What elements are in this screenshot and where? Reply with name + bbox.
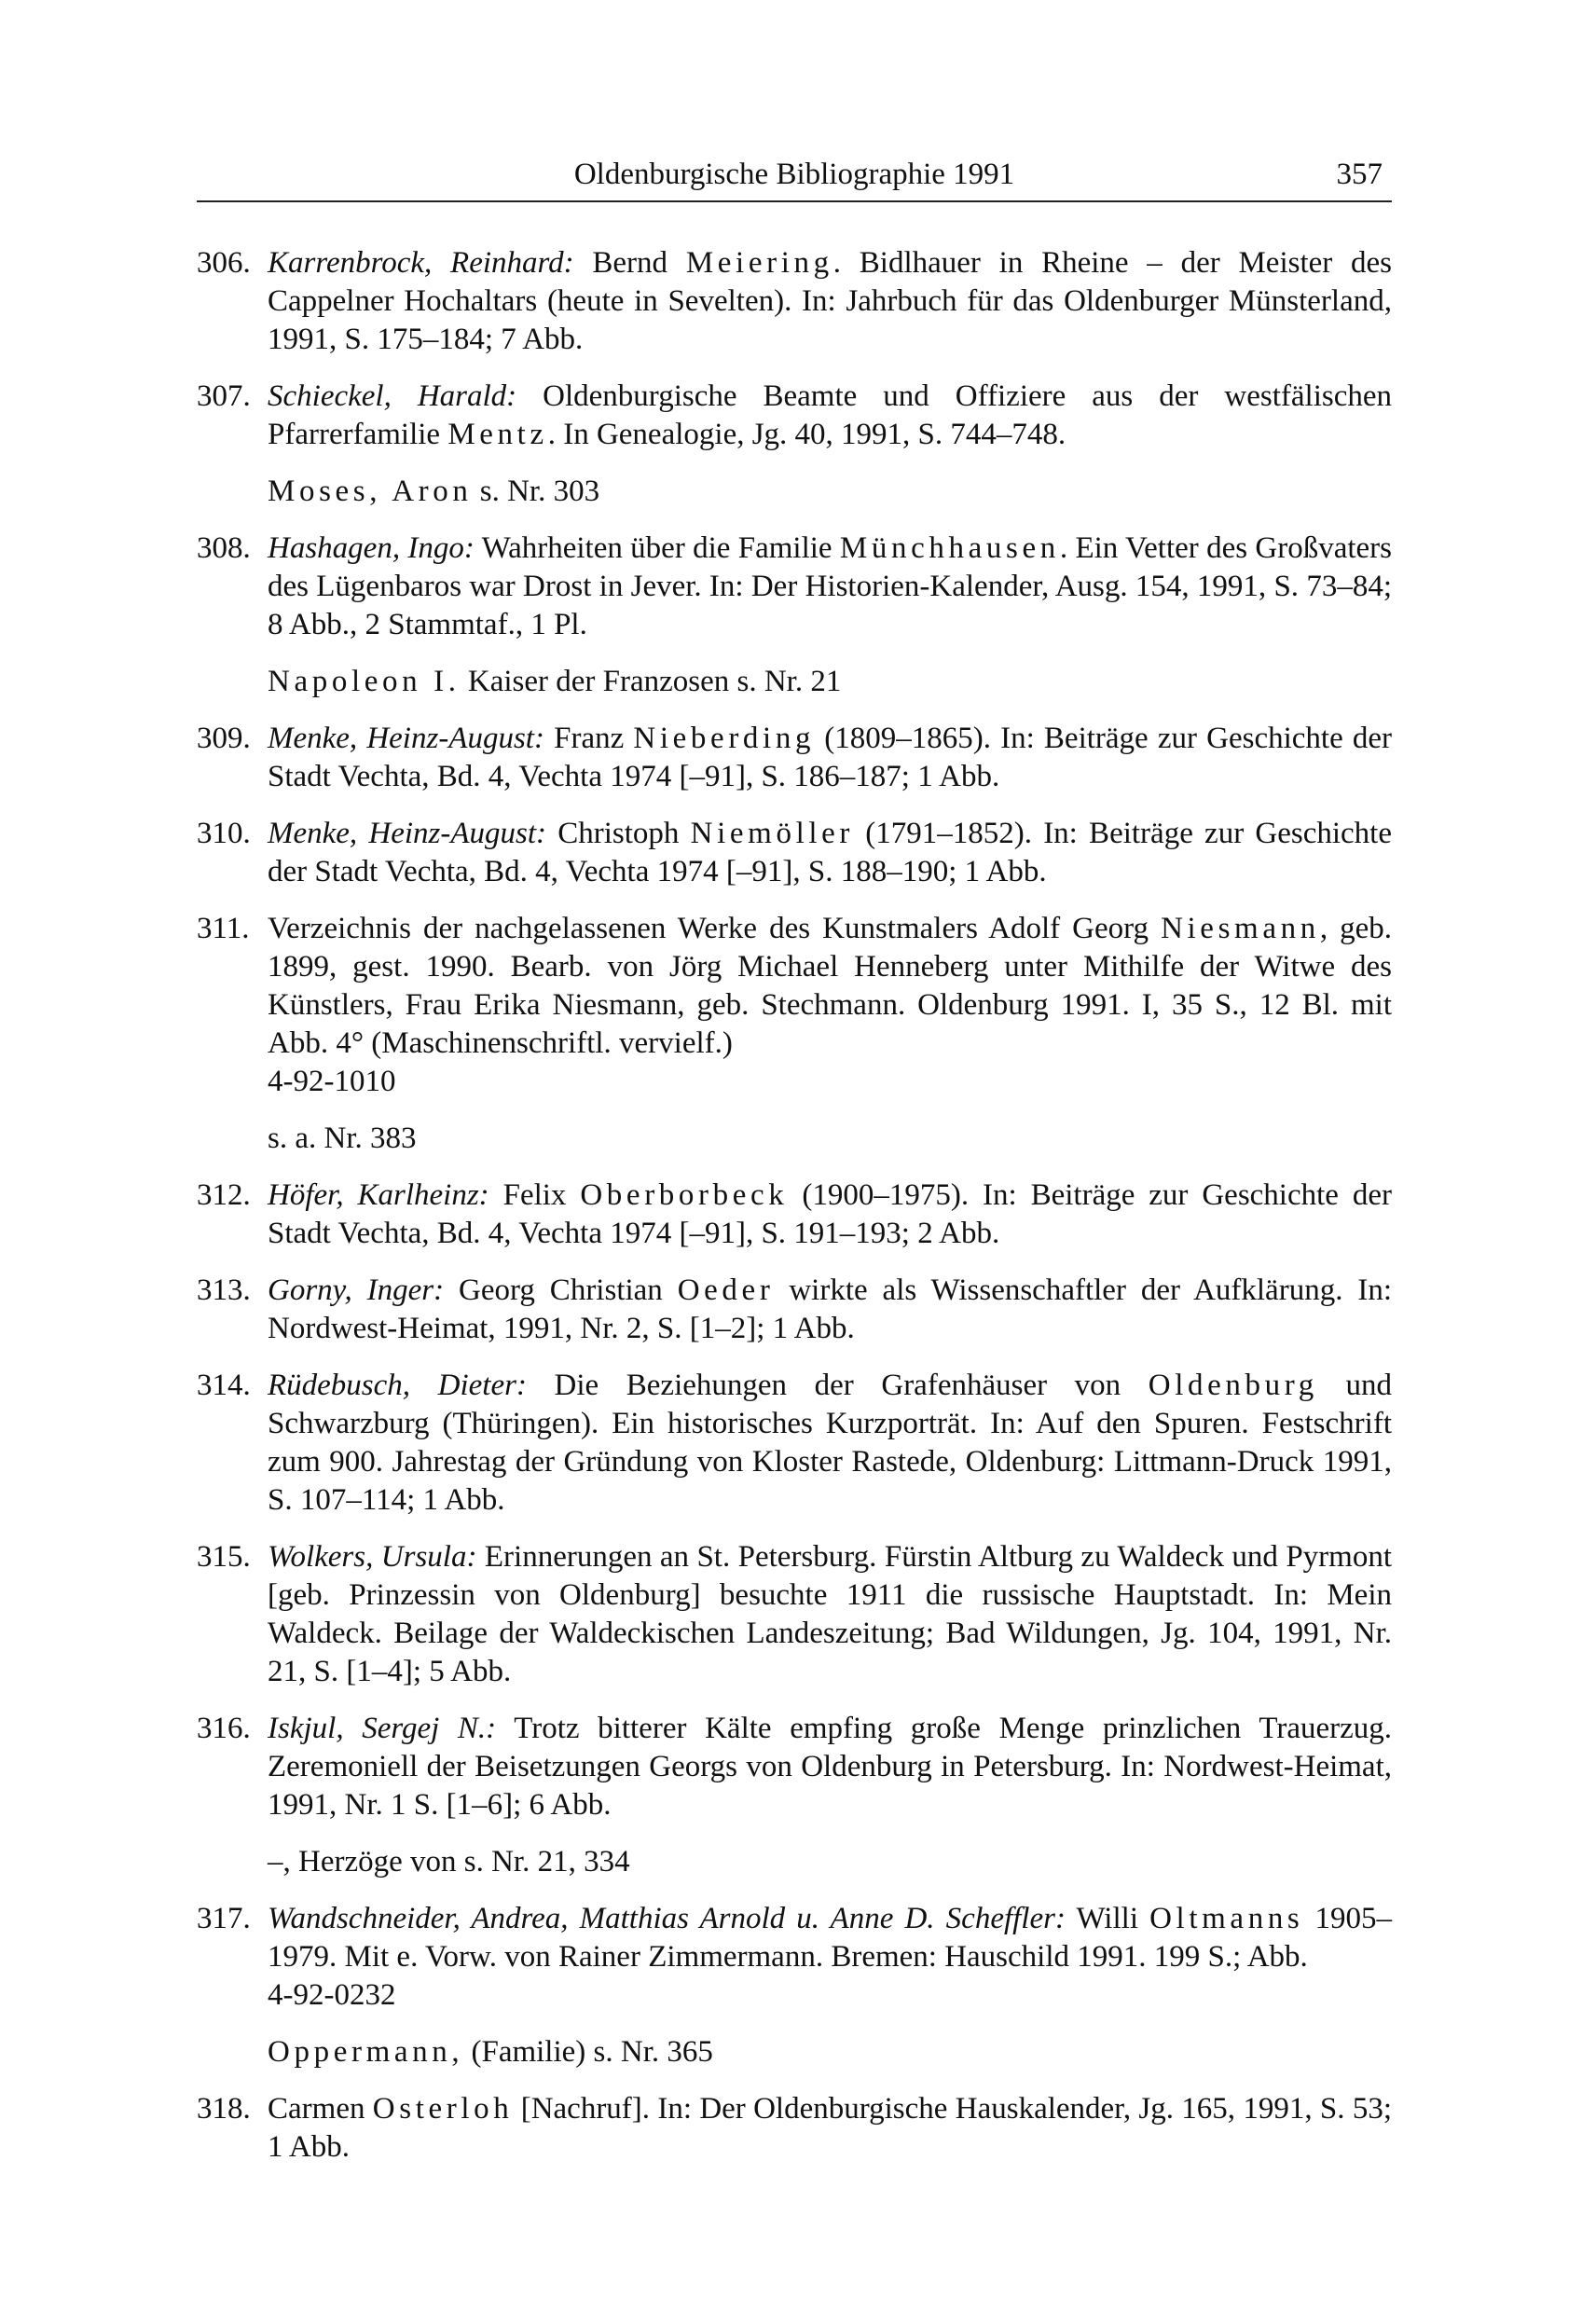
entry-author: Karrenbrock, Reinhard: (268, 246, 574, 280)
entry-306 (197, 244, 1392, 359)
entry-312 (197, 1177, 1392, 1253)
entry-text (268, 720, 1392, 796)
catalog-code: 4-92-1010 (268, 1065, 396, 1098)
entry-number: 312. (197, 1178, 251, 1212)
entry-text (268, 1710, 1392, 1824)
entry-text (268, 1272, 1392, 1348)
entry-number: 308. (197, 531, 251, 565)
reference-text: s. Nr. 303 (479, 475, 600, 508)
entry-author: Menke, Heinz-August: (268, 817, 547, 850)
entry-text (268, 815, 1392, 891)
entry-text (268, 244, 1392, 359)
entry-text-part: Felix (502, 1178, 567, 1212)
entry-text-part: Trotz bitterer Kälte empfing große Menge prinzlichen Trauerzug. Zeremoniell der Beisetzungen Georgs von Oldenburg in Petersburg. In: Nordwest-Heimat, 1991, Nr. 1 S. [1–6]; 6 Abb. (268, 1712, 1393, 1822)
entry-text-part: Erinnerungen an St. Petersburg. Fürstin Altburg zu Waldeck und Pyrmont [geb. Prinzessin von Oldenburg] besuchte 1911 die russische Hauptstadt. In: Mein Waldeck. Beilage der Waldeckischen Landeszeitung; Bad Wildungen, Jg. 104, 1991, Nr. 21, S. [1–4]; 5 Abb. (268, 1540, 1393, 1688)
reference-text: (Familie) s. Nr. 365 (471, 2035, 713, 2069)
spaced-name: Oldenburg (1148, 1369, 1318, 1402)
entry-text (268, 530, 1392, 644)
running-title: Oldenburgische Bibliographie 1991 (573, 158, 1015, 191)
entry-text (268, 1900, 1392, 2015)
entry-text-part: (1791–1852). In: Beiträge zur Geschichte der Stadt Vechta, Bd. 4, Vechta 1974 [–91], S. 188–190; 1 Abb. (268, 817, 1393, 888)
entry-text-part: Christoph (557, 817, 680, 850)
entry-number: 316. (197, 1712, 251, 1745)
entry-number: 313. (197, 1273, 251, 1307)
entry-text-part: . Ein Vetter des Großvaters des Lügenbaros war Drost in Jever. In: Der Historien-Kalender, Ausg. 154, 1991, S. 73–84; 8 Abb., 2 Stammtaf., 1 Pl. (268, 531, 1393, 641)
entry-text-part: Carmen (268, 2092, 365, 2126)
entry-author: Wolkers, Ursula: (268, 1540, 477, 1574)
entry-text (268, 378, 1392, 454)
entry-text (268, 910, 1392, 1101)
entry-number: 311. (197, 912, 250, 945)
spaced-name: Münchhausen (839, 531, 1060, 565)
entry-text-part: Verzeichnis der nachgelassenen Werke des Kunstmalers Adolf Georg (268, 912, 1149, 945)
entry-text-part: (1809–1865). In: Beiträge zur Geschichte der Stadt Vechta, Bd. 4, Vechta 1974 [–91], S. 186–187; 1 Abb. (268, 722, 1393, 793)
reference-text: Kaiser der Franzosen s. Nr. 21 (467, 665, 842, 698)
entry-text-part: 1905–1979. Mit e. Vorw. von Rainer Zimmermann. Bremen: Hauschild 1991. 199 S.; Abb. (268, 1902, 1393, 1974)
entry-309 (197, 720, 1392, 796)
entry-author: Rüdebusch, Dieter: (268, 1369, 527, 1402)
entry-318 (197, 2090, 1392, 2167)
entry-author: Gorny, Inger: (268, 1273, 445, 1307)
bibliography-list (197, 244, 1392, 2185)
entry-text-part: , geb. 1899, gest. 1990. Bearb. von Jörg Michael Henneberg unter Mithilfe der Witwe des Künstlers, Frau Erika Niesmann, geb. Stechmann. Oldenburg 1991. I, 35 S., 12 Bl. mit Abb. 4° (Maschinenschriftl. vervielf.) (268, 912, 1393, 1060)
entry-number: 318. (197, 2092, 251, 2126)
reference-text: –, Herzöge von s. Nr. 21, 334 (268, 1845, 630, 1878)
entry-text-part: . In Genealogie, Jg. 40, 1991, S. 744–748. (547, 418, 1066, 451)
entry-text (268, 1538, 1392, 1691)
page-header (197, 154, 1392, 202)
entry-313 (197, 1272, 1392, 1348)
entry-text-part: Georg Christian (459, 1273, 663, 1307)
entry-315 (197, 1538, 1392, 1691)
spaced-name: Mentz (447, 418, 548, 451)
entry-text-part: und Schwarzburg (Thüringen). Ein historisches Kurzporträt. In: Auf den Spuren. Festschrift zum 900. Jahrestag der Gründung von Kloster Rastede, Oldenburg: Littmann-Druck 1991, S. 107–114; 1 Abb. (268, 1369, 1392, 1517)
page-number: 357 (1336, 158, 1383, 191)
spaced-name: Niesmann (1161, 912, 1320, 945)
spaced-name: Oppermann, (268, 2035, 464, 2069)
entry-text-part: . Bidlhauer in Rheine – der Meister des Cappelner Hochaltars (heute in Sevelten). In: Jahrbuch für das Oldenburger Münsterland, 1991, S. 175–184; 7 Abb. (268, 246, 1393, 356)
entry-number: 314. (197, 1369, 251, 1402)
entry-number: 310. (197, 817, 251, 850)
entry-text-part: Wahrheiten über die Familie (481, 531, 832, 565)
spaced-name: Nieberding (633, 722, 816, 755)
spaced-name: Niemöller (690, 817, 855, 850)
entry-316 (197, 1710, 1392, 1824)
entry-text-part: (1900–1975). In: Beiträge zur Geschichte der Stadt Vechta, Bd. 4, Vechta 1974 [–91], S. 191–193; 2 Abb. (268, 1178, 1392, 1250)
entry-307 (197, 378, 1392, 454)
cross-reference (268, 1843, 1392, 1881)
entry-text-part: Oldenburgische Beamte und Offiziere aus der westfälischen Pfarrerfamilie (268, 379, 1392, 451)
entry-text-part: Die Beziehungen der Grafenhäuser von (554, 1369, 1121, 1402)
cross-reference (268, 663, 1392, 701)
spaced-name: Meiering (685, 246, 833, 280)
spaced-name: Moses, Aron (268, 475, 473, 508)
entry-text (268, 2090, 1392, 2167)
spaced-name: Napoleon I. (268, 665, 461, 698)
entry-text (268, 1367, 1392, 1520)
catalog-code: 4-92-0232 (268, 1978, 396, 2012)
entry-author: Menke, Heinz-August: (268, 722, 544, 755)
entry-310 (197, 815, 1392, 891)
entry-text (268, 1177, 1392, 1253)
entry-text-part: Bernd (592, 246, 668, 280)
entry-317 (197, 1900, 1392, 2015)
entry-314 (197, 1367, 1392, 1520)
entry-number: 315. (197, 1540, 251, 1574)
entry-308 (197, 530, 1392, 644)
entry-text-part: Franz (554, 722, 625, 755)
entry-number: 307. (197, 379, 251, 413)
entry-311 (197, 910, 1392, 1101)
spaced-name: Oeder (677, 1273, 775, 1307)
entry-number: 306. (197, 246, 251, 280)
entry-author: Höfer, Karlheinz: (268, 1178, 489, 1212)
entry-number: 317. (197, 1902, 251, 1935)
entry-author: Hashagen, Ingo: (268, 531, 475, 565)
reference-text: s. a. Nr. 383 (268, 1122, 417, 1155)
entry-author: Schieckel, Harald: (268, 379, 517, 413)
entry-text-part: wirkte als Wissenschaftler der Aufklärung. In: Nordwest-Heimat, 1991, Nr. 2, S. [1–2]; 1 Abb. (268, 1273, 1393, 1345)
spaced-name: Oltmanns (1149, 1902, 1304, 1935)
cross-reference (268, 2033, 1392, 2071)
entry-author: Iskjul, Sergej N.: (268, 1712, 497, 1745)
entry-text-part: Willi (1076, 1902, 1138, 1935)
entry-text-part: [Nachruf]. In: Der Oldenburgische Hauskalender, Jg. 165, 1991, S. 53; 1 Abb. (268, 2092, 1393, 2164)
spaced-name: Oberborbeck (580, 1178, 789, 1212)
entry-author: Wandschneider, Andrea, Matthias Arnold u. Anne D. Scheffler: (268, 1902, 1066, 1935)
cross-reference (268, 1120, 1392, 1158)
cross-reference (268, 473, 1392, 511)
entry-number: 309. (197, 722, 251, 755)
spaced-name: Osterloh (372, 2092, 514, 2126)
